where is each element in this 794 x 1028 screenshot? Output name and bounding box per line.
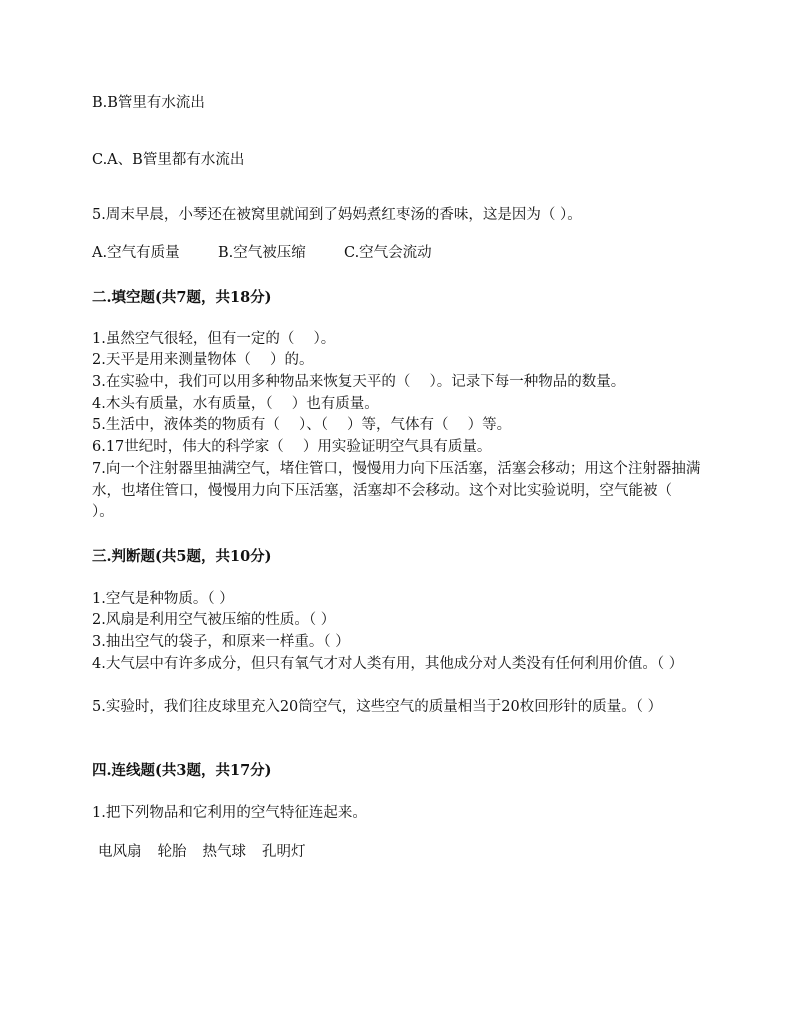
fill-item-2: 2.天平是用来测量物体（ ）的。	[92, 352, 314, 368]
fill-item-6: 6.17世纪时，伟大的科学家（ ）用实验证明空气具有质量。	[92, 439, 492, 455]
section-3-heading: 三.判断题(共5题，共10分)	[92, 548, 272, 565]
item-kongming-lantern: 孔明灯	[262, 844, 306, 860]
option-c: C.A、B管里都有水流出	[92, 152, 245, 168]
fill-item-5: 5.生活中，液体类的物质有（ ）、（ ）等，气体有（ ）等。	[92, 417, 512, 433]
question-5-options	[92, 243, 707, 265]
option-c-q5: C.空气会流动	[344, 245, 432, 261]
connect-question-1: 1.把下列物品和它利用的空气特征连起来。	[92, 805, 367, 821]
judge-item-4: 4.大气层中有许多成分，但只有氧气才对人类有用，其他成分对人类没有任何利用价值。（ ）	[92, 656, 684, 672]
fill-item-4: 4.木头有质量，水有质量，（ ）也有质量。	[92, 396, 379, 412]
item-hot-air-balloon: 热气球	[202, 844, 246, 860]
judge-item-2: 2.风扇是利用空气被压缩的性质。（ ）	[92, 612, 336, 628]
fill-item-3: 3.在实验中，我们可以用多种物品来恢复天平的（ ）。记录下每一种物品的数量。	[92, 374, 626, 390]
judge-item-1: 1.空气是种物质。（ ）	[92, 591, 234, 607]
judge-item-5: 5.实验时，我们往皮球里充入20筒空气，这些空气的质量相当于20枚回形针的质量。（ ）	[92, 699, 663, 715]
fill-item-7: 7.向一个注射器里抽满空气，堵住管口，慢慢用力向下压活塞，活塞会移动；用这个注射器抽满水，也堵住管口，慢慢用力向下压活塞，活塞却不会移动。这个对比实验说明，空气能被（ ）。	[92, 461, 701, 520]
section-2-heading: 二.填空题(共7题，共18分)	[92, 289, 272, 306]
fill-item-1: 1.虽然空气很轻，但有一定的（ ）。	[92, 331, 336, 347]
option-b: B.B管里有水流出	[92, 95, 205, 111]
connect-items	[98, 842, 713, 864]
section-4-heading: 四.连线题(共3题，共17分)	[92, 762, 272, 779]
item-fan: 电风扇	[98, 844, 142, 860]
judge-item-3: 3.抽出空气的袋子，和原来一样重。（ ）	[92, 634, 350, 650]
option-b-q5: B.空气被压缩	[218, 245, 306, 261]
item-tire: 轮胎	[157, 844, 187, 860]
option-a: A.空气有质量	[92, 245, 180, 261]
question-5: 5.周末早晨，小琴还在被窝里就闻到了妈妈煮红枣汤的香味，这是因为（ ）。	[92, 207, 582, 223]
